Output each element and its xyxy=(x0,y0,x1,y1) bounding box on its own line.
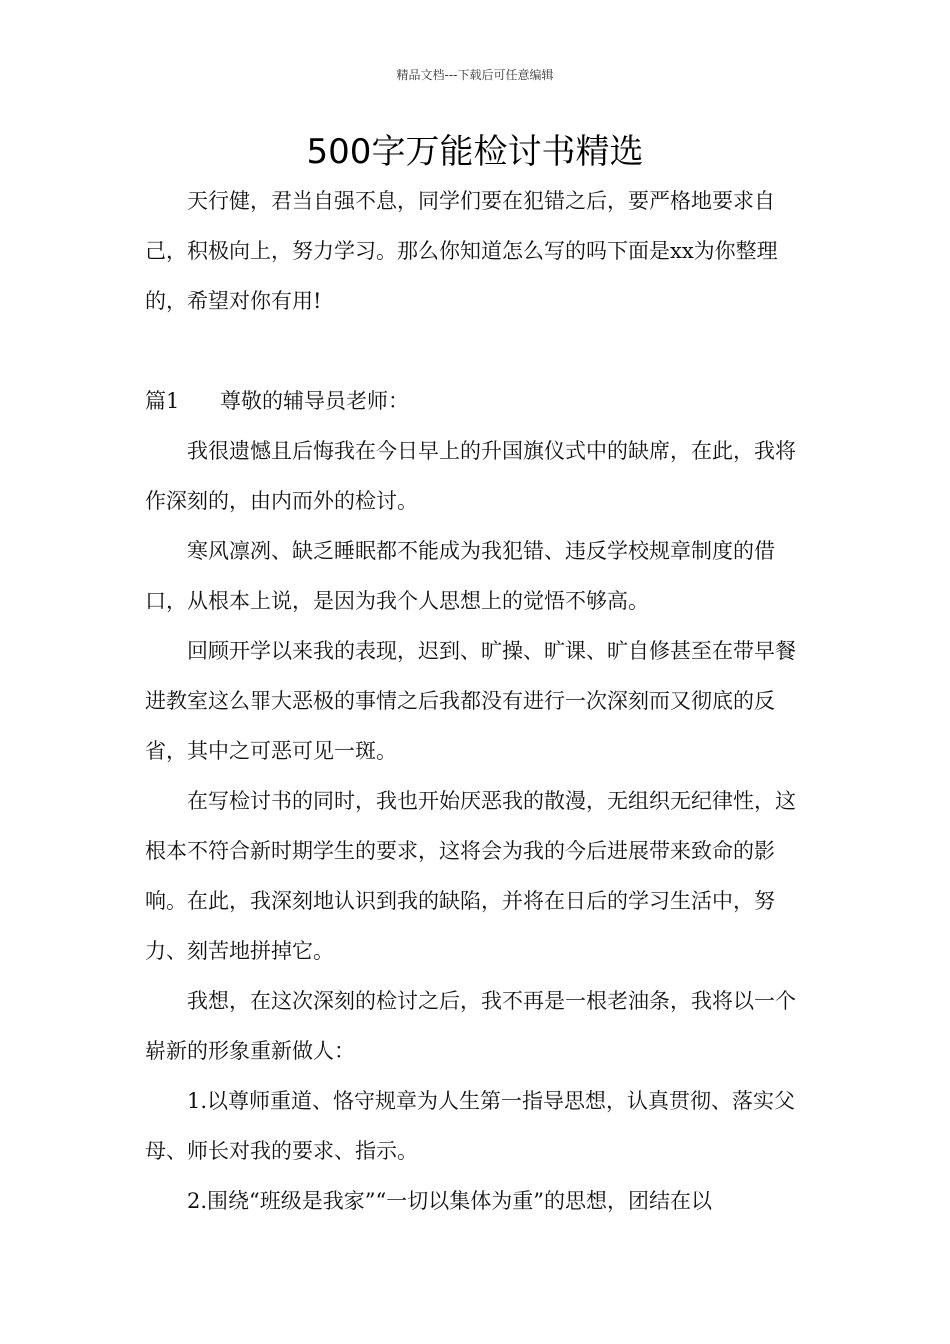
greeting: 尊敬的辅导员老师： xyxy=(220,389,409,413)
document-title: 500字万能检讨书精选 xyxy=(306,132,644,172)
intro-paragraph: 天行健，君当自强不息，同学们要在犯错之后，要严格地要求自己，积极向上，努力学习。那么你知道怎么写的吗下面是xx为你整理的，希望对你有用! xyxy=(145,189,778,313)
paragraph-2: 寒风凛冽、缺乏睡眠都不能成为我犯错、违反学校规章制度的借口，从根本上说，是因为我个人思想上的觉悟不够高。 xyxy=(145,539,775,613)
list-item-2: 2.围绕“班级是我家”“一切以集体为重”的思想，团结在以 xyxy=(187,1189,712,1213)
paragraph-1: 我很遗憾且后悔我在今日早上的升国旗仪式中的缺席，在此，我将作深刻的，由内而外的检讨。 xyxy=(145,439,796,513)
list-item-1: 1.以尊师重道、恪守规章为人生第一指导思想，认真贯彻、落实父母、师长对我的要求、指示。 xyxy=(145,1089,796,1163)
paragraph-3: 回顾开学以来我的表现，迟到、旷操、旷课、旷自修甚至在带早餐进教室这么罪大恶极的事情之后我都没有进行一次深刻而又彻底的反省，其中之可恶可见一斑。 xyxy=(145,639,796,763)
paragraph-5: 我想，在这次深刻的检讨之后，我不再是一根老油条，我将以一个崭新的形象重新做人： xyxy=(145,989,796,1063)
section-label: 篇1 xyxy=(145,389,180,413)
header-note: 精品文档---下载后可任意编辑 xyxy=(396,68,554,82)
section-heading xyxy=(145,376,409,426)
paragraph-4: 在写检讨书的同时，我也开始厌恶我的散漫，无组织无纪律性，这根本不符合新时期学生的要求，这将会为我的今后进展带来致命的影响。在此，我深刻地认识到我的缺陷，并将在日后的学习生活中，努力、刻苦地拼掉它。 xyxy=(145,789,796,963)
